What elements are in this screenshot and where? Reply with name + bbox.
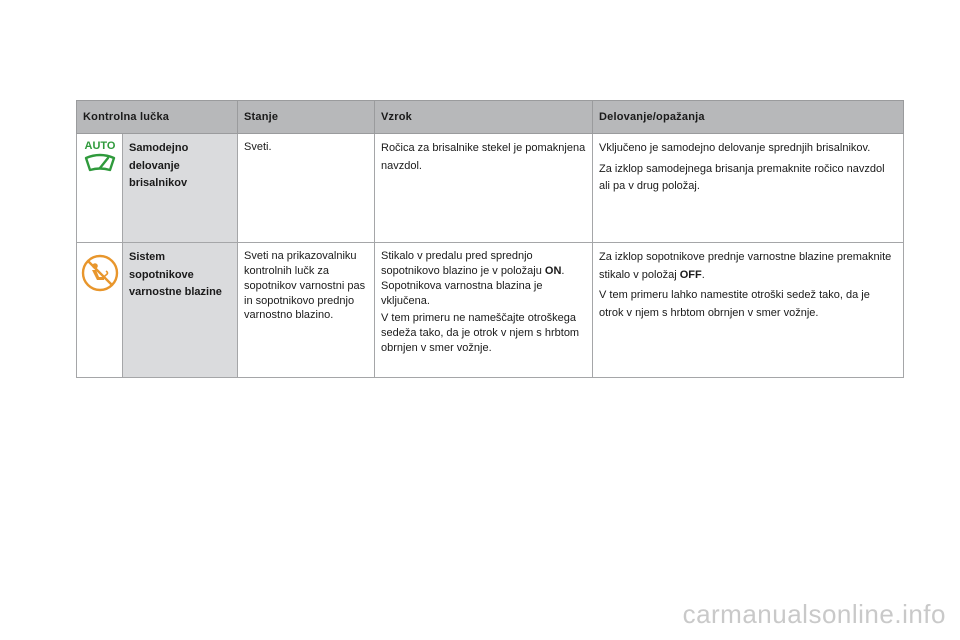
- action-text: Za izklop sopotnikove prednje varnostne blazine premaknite stikalo v položaj OFF.: [599, 251, 892, 281]
- off-position-label: OFF: [679, 268, 702, 281]
- table-header-row: [77, 101, 904, 134]
- auto-wiper-icon: [77, 134, 122, 178]
- header-action: Delovanje/opažanja: [593, 101, 904, 134]
- cause-warning-text: V tem primeru ne nameščajte otroškega sedeža tako, da je otrok v njem s hrbtom obrnjen v smer vožnje.: [381, 312, 580, 355]
- action-cell: [593, 243, 904, 378]
- cause-cell: [375, 134, 593, 243]
- table-row: [77, 134, 904, 243]
- icon-cell: [77, 243, 123, 378]
- cause-cell: [375, 243, 593, 378]
- indicator-name: Sistem sopotnikove varnostne blazine: [123, 243, 238, 378]
- action-cell: [593, 134, 904, 243]
- header-cause: Vzrok: [375, 101, 593, 134]
- passenger-airbag-off-icon: [77, 253, 122, 293]
- table-row: [77, 243, 904, 378]
- warning-lights-table: [76, 100, 904, 378]
- header-indicator: Kontrolna lučka: [77, 101, 238, 134]
- header-state: Stanje: [238, 101, 375, 134]
- cause-text: Stikalo v predalu pred sprednjo sopotnikovo blazino je v položaju ON. Sopotnikova varnostna blazina je vključena.: [381, 250, 565, 307]
- icon-cell: [77, 134, 123, 243]
- state-text: Sveti na prikazovalniku kontrolnih lučk za sopotnikov varnostni pas in sopotnikovo prednjo varnostno blazino.: [238, 243, 375, 378]
- on-position-label: ON: [544, 264, 562, 277]
- cause-text: Ročica za brisalnike stekel je pomaknjena navzdol.: [381, 142, 586, 172]
- action-text: Vključeno je samodejno delovanje sprednjih brisalnikov.: [599, 142, 871, 154]
- state-text: Sveti.: [238, 134, 375, 243]
- indicator-name: Samodejno delovanje brisalnikov: [123, 134, 238, 243]
- auto-label: AUTO: [84, 140, 115, 152]
- action-text: Za izklop samodejnega brisanja premaknite ročico navzdol ali pa v drug položaj.: [599, 162, 885, 193]
- watermark: carmanualsonline.info: [682, 599, 946, 629]
- action-text: V tem primeru lahko namestite otroški sedež tako, da je otrok v njem s hrbtom obrnjen v smer vožnje.: [599, 289, 870, 319]
